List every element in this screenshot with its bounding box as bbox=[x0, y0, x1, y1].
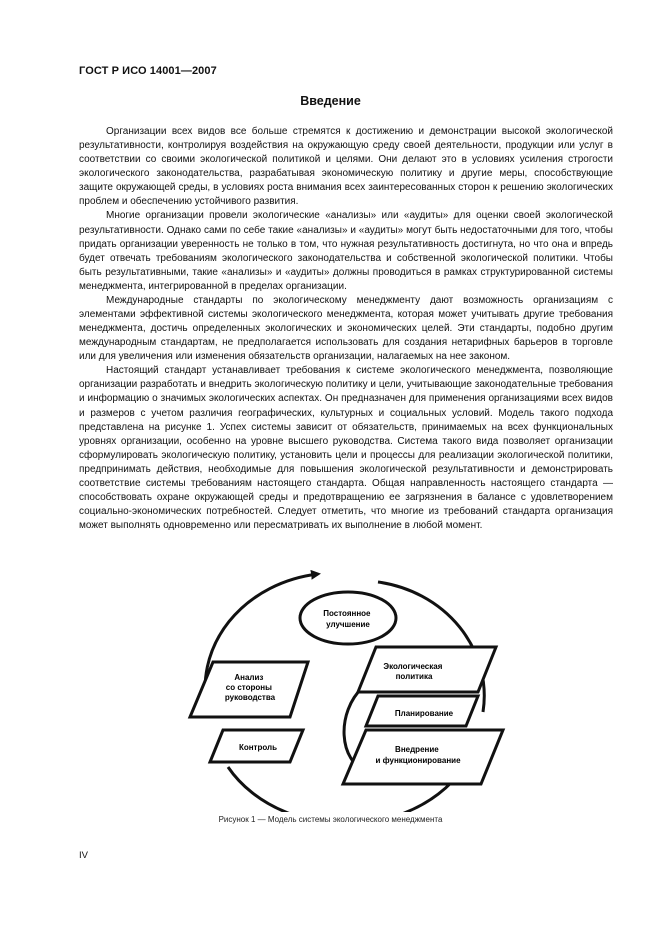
document-header: ГОСТ Р ИСО 14001—2007 bbox=[79, 65, 217, 77]
center-label-line2: улучшение bbox=[326, 620, 370, 629]
center-label-line1: Постоянное bbox=[323, 609, 371, 618]
figure-caption: Рисунок 1 — Модель системы экологического менеджмента bbox=[218, 815, 443, 824]
policy-label-line1: Экологическая bbox=[383, 662, 443, 671]
ems-model-diagram bbox=[178, 562, 518, 812]
paragraph-2: Многие организации провели экологические «анализы» или «аудиты» для оценки своей экологической результативности. Однако сами по себе такие «анализы» и «аудиты» могут быть недостаточными для того, чтобы придать организации уверенность не только в том, что нужная результативность достигнута, но что она и впредь будет отвечать требованиям экологического законодательства и собственной экологической политики. Чтобы быть результативными, такие «анализы» и «аудиты» должны проводиться в рамках структурированной системы менеджмента, интегрированной в пределах организации. bbox=[79, 210, 613, 292]
paragraph-1: Организации всех видов все больше стремятся к достижению и демонстрации высокой экологической результативности, контролируя воздействия на окружающую среду своей деятельности, продукции или услуг в соответствии со своими экологической политикой и целями. Они делают это в условиях усиления строгости экологического законодательства, разрабатывая экономическую политику и другие меры, способствующие защите окружающей среды, в условиях роста внимания всех заинтересованных сторон к решению экологических проблем и обеспечению устойчивого развития. bbox=[79, 126, 613, 208]
paragraph-4: Настоящий стандарт устанавливает требования к системе экологического менеджмента, позволяющие организации разработать и внедрить экологическую политику и цели, учитывающие законодательные требования и информацию о значимых экологических аспектах. Он предназначен для применения организациями всех видов и размеров с учетом различия географических, культурных и социальных условий. Модель такого подхода представлена на рисунке 1. Успех системы зависит от обязательств, принимаемых на всех функциональных уровнях организации, особенно на уровне высшего руководства. Система такого вида позволяет организации сформулировать экологическую политику, установить цели и процессы для реализации экологической политики, предпринимать действия, необходимые для повышения экологической результативности и демонстрировать соответствие системы требованиям настоящего стандарта. Общая направленность настоящего стандарта — способствовать охране окружающей среды и предотвращению ее загрязнения в балансе с удовлетворением социально-экономических потребностей. Следует отметить, что многие из требований стандарта организация может выполнять одновременно или пересматривать их выполнение в любой момент. bbox=[79, 365, 613, 532]
continual-improvement-node bbox=[300, 592, 396, 644]
review-label-line1: Анализ bbox=[234, 673, 264, 682]
control-label: Контроль bbox=[238, 743, 278, 752]
policy-label-line2: политика bbox=[395, 672, 433, 681]
paragraph-3: Международные стандарты по экологическому менеджменту дают возможность организациям с элементами эффективной системы экологического менеджмента, которая может учитывать другие требования менеджмента, достичь определенных экологических и экономических целей. Эти стандарты, подобно другим международным стандартам, не предполагается использовать для создания нетарифных барьеров в торговле или для увеличения или изменения обязательств организации, налагаемых на нее законом. bbox=[79, 294, 613, 363]
ems-model-figure bbox=[178, 562, 518, 812]
planning-label: Планирование bbox=[394, 709, 454, 718]
page-number: IV bbox=[79, 850, 88, 861]
implementation-label-line1: Внедрение bbox=[395, 745, 439, 754]
section-title: Введение bbox=[300, 94, 361, 108]
body-text bbox=[79, 125, 613, 533]
review-label-line2: со стороны bbox=[225, 683, 272, 692]
implementation-label-line2: и функционирование bbox=[375, 756, 461, 765]
review-label-line3: руководства bbox=[224, 693, 276, 702]
